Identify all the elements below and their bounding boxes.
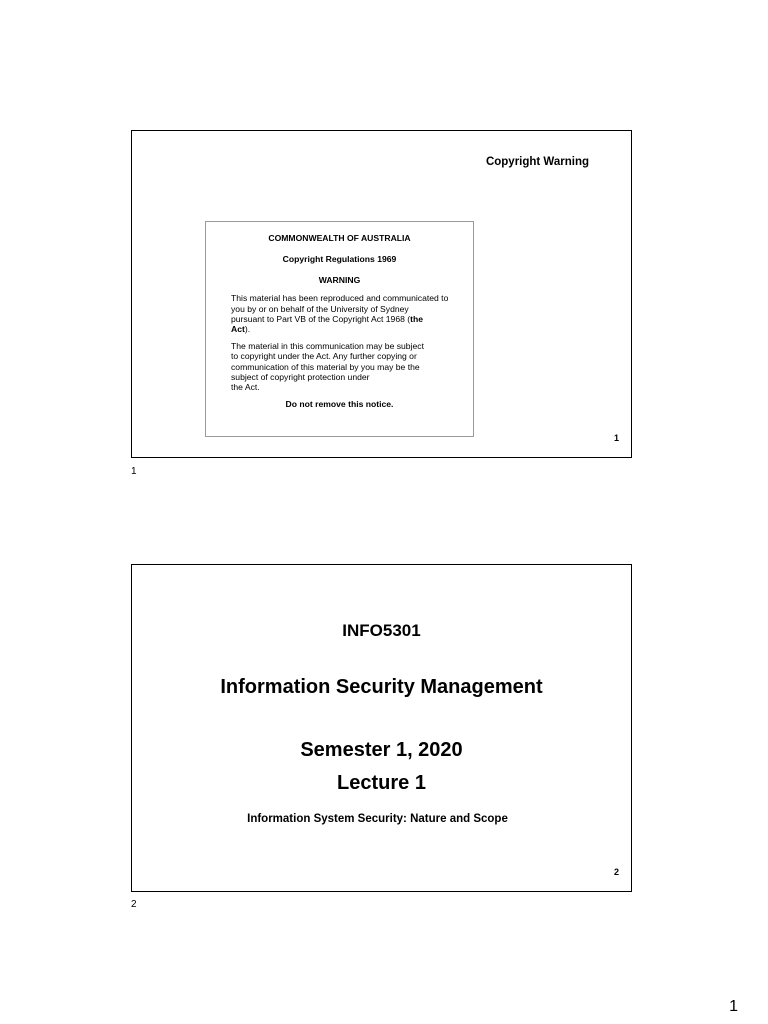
notice-p2-line: subject of copyright protection under	[231, 372, 370, 383]
slide-1	[131, 130, 632, 458]
notice-p2-line: to copyright under the Act. Any further copying or	[231, 351, 417, 362]
notice-p1-bold-act: Act	[231, 324, 245, 335]
semester-heading: Semester 1, 2020	[300, 739, 463, 761]
notice-paragraph-2	[231, 341, 461, 393]
slide-2	[131, 564, 632, 892]
notice-p2-line: The material in this communication may be subject	[231, 340, 424, 351]
slide-number: 1	[613, 433, 619, 443]
notice-paragraph-1	[231, 293, 461, 335]
lecture-heading: Lecture 1	[337, 772, 426, 794]
notice-p1-bold-the: the	[410, 314, 424, 325]
slide-number: 2	[613, 867, 619, 877]
notice-p1-line	[231, 324, 461, 334]
notice-p1-line: you by or on behalf of the University of Sydney	[231, 303, 409, 314]
notice-p1-end: ).	[244, 324, 251, 335]
course-title: Information Security Management	[220, 676, 543, 698]
copyright-warning-title: Copyright Warning	[485, 156, 589, 168]
notice-p1-line: This material has been reproduced and communicated to	[231, 293, 449, 304]
slide-label: 2	[131, 899, 137, 910]
notice-p1-text: pursuant to Part VB of the Copyright Act 1968 (	[231, 314, 411, 325]
notice-p1-line	[231, 314, 461, 324]
notice-heading: COMMONWEALTH OF AUSTRALIA	[268, 233, 411, 243]
notice-p2-line: the Act.	[231, 382, 260, 393]
slide-label: 1	[131, 466, 137, 477]
notice-warning: WARNING	[318, 274, 361, 285]
notice-p2-line: communication of this material by you may be the	[231, 361, 420, 372]
lecture-subtitle: Information System Security: Nature and Scope	[247, 813, 508, 825]
course-code: INFO5301	[342, 621, 421, 640]
page-number: 1	[729, 998, 738, 1015]
notice-footer: Do not remove this notice.	[285, 398, 394, 409]
notice-regulations: Copyright Regulations 1969	[282, 254, 397, 265]
copyright-notice-box	[205, 221, 474, 437]
